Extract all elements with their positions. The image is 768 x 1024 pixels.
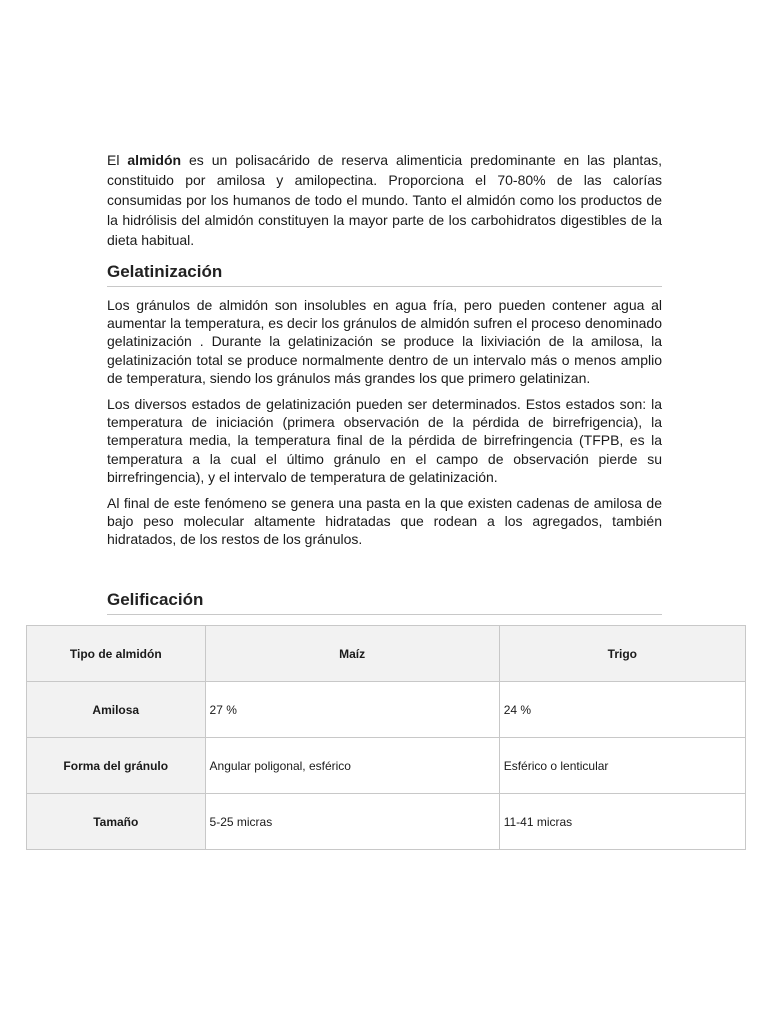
table-cell-trigo: Esférico o lenticular [499,738,745,794]
section-heading-gelatinizacion: Gelatinización [107,262,662,287]
table-row [27,794,746,850]
starch-comparison-table [26,625,746,850]
intro-rest: es un polisacárido de reserva alimenticia predominante en las plantas, constituido por amilosa y amilopectina. Proporciona el 70-80% de las calorías consumidas por los humanos de todo el mundo. Tanto el almidón como los productos de la hidrólisis del almidón constituyen la mayor parte de los carbohidratos digestibles de la dieta habitual. [107,152,662,248]
table-row-label: Forma del gránulo [27,738,206,794]
table-cell-trigo: 24 % [499,682,745,738]
table-row [27,682,746,738]
gelatinizacion-paragraph-3: Al final de este fenómeno se genera una pasta en la que existen cadenas de amilosa de bajo peso molecular altamente hidratadas que rodean a los agregados, también hidratados, de los restos de los gránulos. [107,495,662,548]
table-header-cell: Trigo [499,626,745,682]
section-heading-gelificacion: Gelificación [107,590,662,615]
table-row [27,738,746,794]
table-header-cell: Tipo de almidón [27,626,206,682]
table-header-row [27,626,746,682]
table-cell-maiz: Angular poligonal, esférico [205,738,499,794]
table-header-cell: Maíz [205,626,499,682]
table-row-label: Tamaño [27,794,206,850]
intro-bold-term: almidón [127,152,182,168]
table-cell-maiz: 27 % [205,682,499,738]
intro-paragraph [107,150,662,250]
document-body [107,150,662,549]
table-cell-maiz: 5-25 micras [205,794,499,850]
table-cell-trigo: 11-41 micras [499,794,745,850]
gelatinizacion-paragraph-2: Los diversos estados de gelatinización pueden ser determinados. Estos estados son: la temperatura de iniciación (primera observación de la pérdida de birrefrigencia), la temperatura media, la temperatura final de la pérdida de birrefringencia (TFPB, es la temperatura a la cual el último gránulo en el campo de observación pierde su birrefringencia), y el intervalo de temperatura de gelatinización. [107,396,662,485]
gelatinizacion-paragraph-1: Los gránulos de almidón son insolubles en agua fría, pero pueden contener agua al aumentar la temperatura, es decir los gránulos de almidón sufren el proceso denominado gelatinización . Durante la gelatinización se produce la lixiviación de la amilosa, la gelatinización total se produce normalmente dentro de un intervalo más o menos amplio de temperatura, siendo los gránulos más grandes los que primero gelatinizan. [107,297,662,386]
intro-lead: El [107,152,128,168]
table-row-label: Amilosa [27,682,206,738]
